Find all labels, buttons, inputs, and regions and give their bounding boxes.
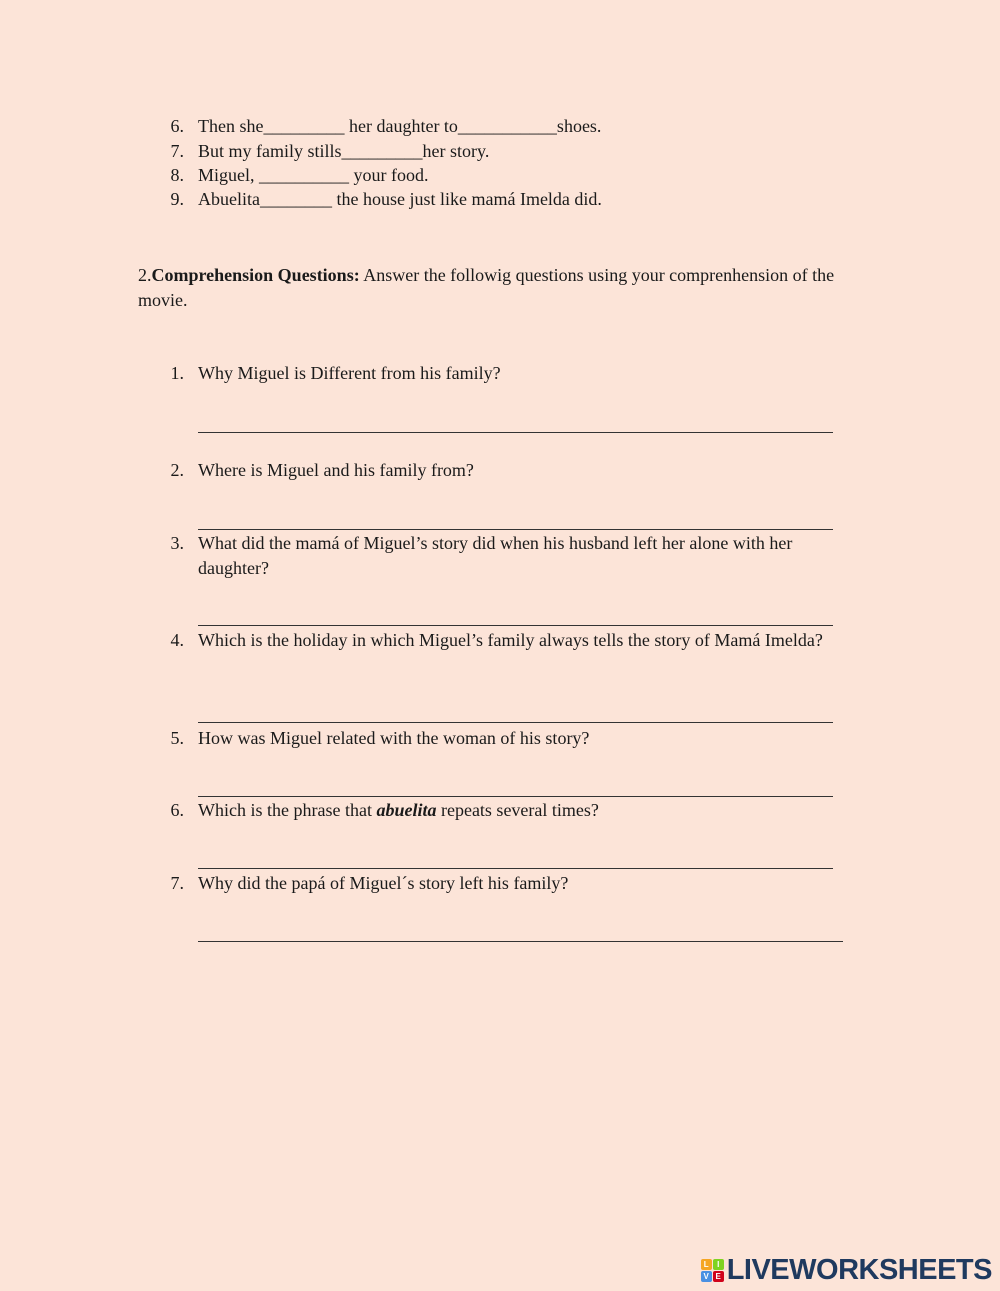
answer-line[interactable] — [198, 624, 833, 626]
logo-letter: L — [701, 1259, 712, 1270]
question-number: 5. — [170, 728, 184, 748]
question-text: What did the mamá of Miguel’s story did when his husband left her alone with her daughter? — [198, 533, 793, 578]
logo-letter: I — [713, 1259, 724, 1270]
question-number: 7. — [170, 873, 184, 893]
section-instructions: Answer the followig questions using your comprenhension of the movie. — [138, 265, 835, 310]
question-text: Why Miguel is Different from his family? — [198, 363, 501, 383]
answer-line[interactable] — [198, 795, 833, 797]
answer-line[interactable] — [198, 431, 833, 433]
item-number: 8. — [170, 165, 184, 185]
question-number: 2. — [170, 460, 184, 480]
question-number: 4. — [170, 630, 184, 650]
answer-line[interactable] — [198, 940, 843, 942]
answer-line[interactable] — [198, 867, 833, 869]
item-text: Then she_________ her daughter to___________shoes. — [198, 116, 602, 136]
item-text: Abuelita________ the house just like mamá Imelda did. — [198, 189, 602, 209]
question-text-before: Which is the phrase that — [198, 800, 377, 820]
question-text-after: repeats several times? — [436, 800, 599, 820]
section-number: 2. — [138, 265, 152, 285]
section-title: Comprehension Questions: — [151, 265, 360, 285]
item-number: 7. — [170, 141, 184, 161]
question-text: Where is Miguel and his family from? — [198, 460, 474, 480]
answer-line[interactable] — [198, 721, 833, 723]
logo-letter: V — [701, 1271, 712, 1282]
section-heading — [138, 263, 858, 312]
answer-line[interactable] — [198, 528, 833, 530]
emphasized-word: abuelita — [376, 800, 437, 820]
logo-letter: E — [713, 1271, 724, 1282]
item-number: 6. — [170, 116, 184, 136]
question-text: Which is the holiday in which Miguel’s family always tells the story of Mamá Imelda? — [198, 630, 823, 650]
question-text — [198, 798, 850, 823]
item-text: But my family stills_________her story. — [198, 141, 490, 161]
item-text: Miguel, __________ your food. — [198, 165, 429, 185]
logo-icon — [701, 1259, 724, 1282]
question-number: 3. — [170, 533, 184, 553]
logo-text: LIVEWORKSHEETS — [726, 1254, 992, 1286]
liveworksheets-logo — [701, 1255, 992, 1285]
question-number: 1. — [170, 363, 184, 383]
question-number: 6. — [170, 800, 184, 820]
item-number: 9. — [170, 189, 184, 209]
question-text: Why did the papá of Miguel´s story left his family? — [198, 873, 569, 893]
question-text: How was Miguel related with the woman of his story? — [198, 728, 590, 748]
